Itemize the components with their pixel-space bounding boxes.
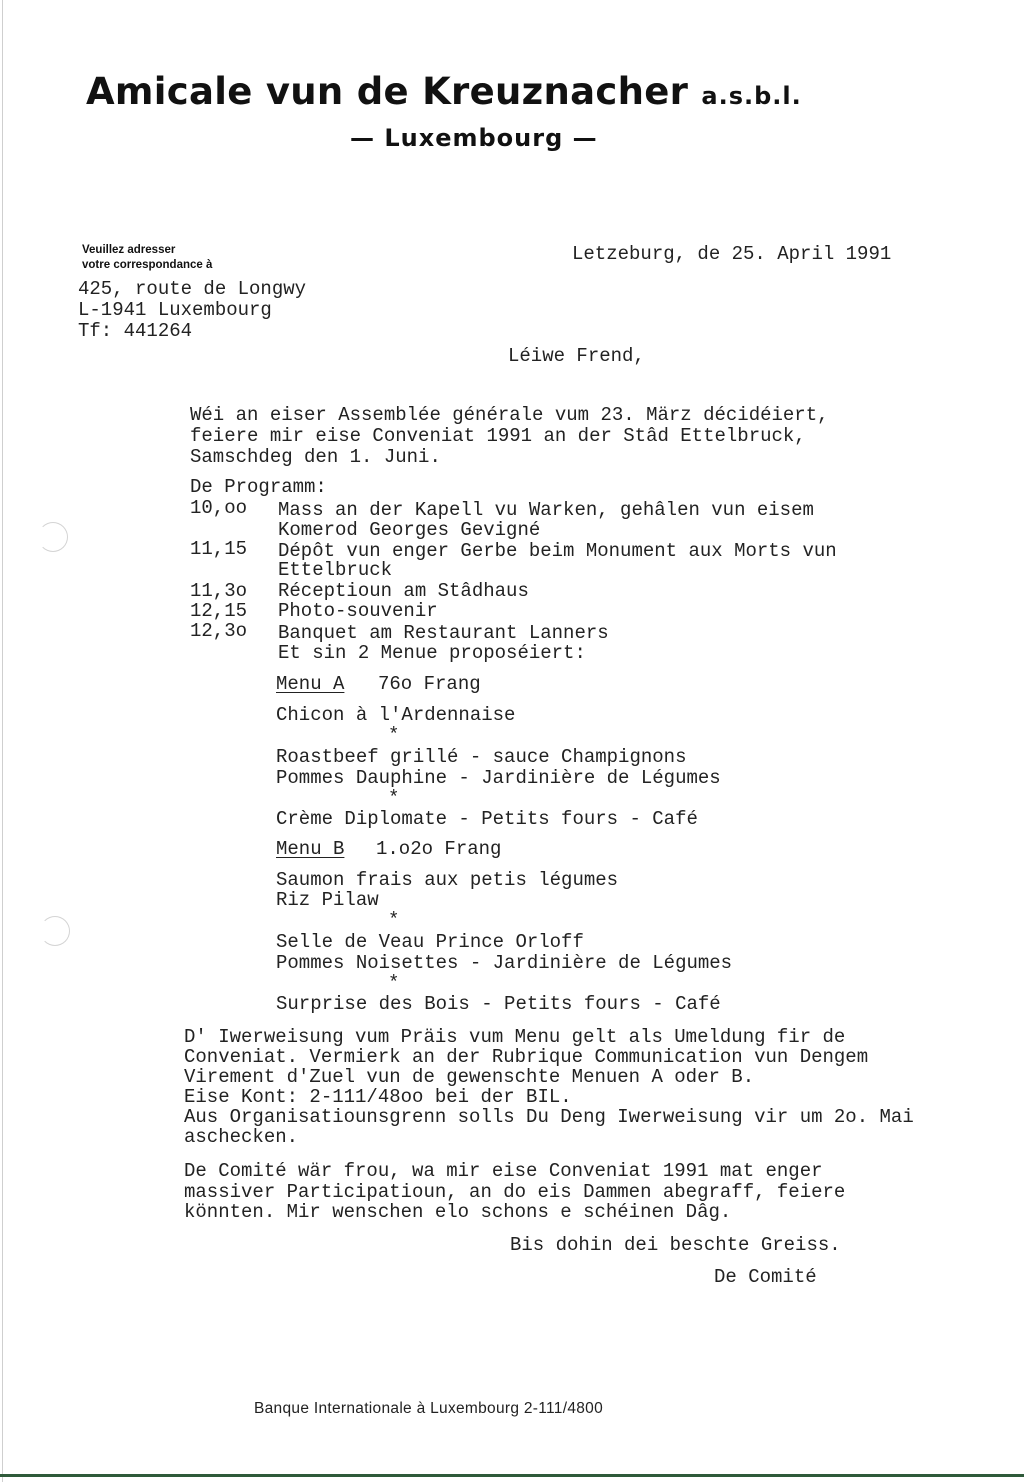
menu-course: Chicon à l'Ardennaise [276,704,516,726]
organization-name [86,70,802,113]
menu-title: Menu B [276,838,345,860]
program-time: 12,3o [190,620,248,642]
program-heading: De Programm: [190,476,327,498]
course-separator: * [388,787,400,809]
sender-phone: Tf: 441264 [78,320,193,342]
payment-line: Aus Organisatiounsgrenn solls Du Deng Iwerweisung vir um 2o. Mai [184,1106,914,1128]
date-line: Letzeburg, de 25. April 1991 [572,243,892,265]
menu-course: Pommes Noisettes - Jardinière de Légumes [276,952,733,974]
program-item-line: Dépôt vun enger Gerbe beim Monument aux Morts vun [278,540,837,562]
payment-line: aschecken. [184,1126,299,1148]
address-hint-line: Veuillez adresser [82,244,176,256]
sender-address-line: 425, route de Longwy [78,278,307,300]
menu-course: Selle de Veau Prince Orloff [276,931,584,953]
program-time: 11,15 [190,538,248,560]
bank-footer: Banque Internationale à Luxembourg 2-111/4800 [254,1400,604,1417]
program-item-line: Réceptioun am Stâdhaus [278,580,529,602]
menu-price: 76o Frang [378,673,481,695]
punch-hole-mark [38,522,68,552]
signature: De Comité [714,1266,817,1288]
menu-course: Saumon frais aux petis légumes [276,869,619,891]
course-separator: * [388,909,400,931]
menu-price: 1.o2o Frang [376,838,502,860]
payment-line: Conveniat. Vermierk an der Rubrique Communication vun Dengem [184,1046,869,1068]
program-item-line: Et sin 2 Menue proposéiert: [278,642,586,664]
program-item-line: Photo-souvenir [278,600,438,622]
program-time: 12,15 [190,600,248,622]
menu-course: Pommes Dauphine - Jardinière de Légumes [276,767,721,789]
menu-course: Surprise des Bois - Petits fours - Café [276,993,721,1015]
payment-line: Virement d'Zuel vun de gewenschte Menuen A oder B. [184,1066,755,1088]
payment-line: Eise Kont: 2-111/48oo bei der BIL. [184,1086,572,1108]
program-item-line: Mass an der Kapell vu Warken, gehâlen vun eisem [278,499,814,521]
sender-address-line: L-1941 Luxembourg [78,299,272,321]
course-separator: * [388,724,400,746]
greeting: Bis dohin dei beschte Greiss. [510,1234,841,1256]
closing-line: könnten. Mir wenschen elo schons e schéinen Dâg. [184,1201,732,1223]
intro-line: feiere mir eise Conveniat 1991 an der Stâd Ettelbruck, [190,425,806,447]
salutation: Léiwe Frend, [508,345,645,367]
menu-course: Roastbeef grillé - sauce Champignons [276,746,687,768]
punch-hole-mark [40,916,70,946]
program-time: 11,3o [190,580,248,602]
program-item-line: Komerod Georges Gevigné [278,519,541,541]
address-hint [82,243,212,273]
org-name-text: Amicale vun de Kreuznacher [86,70,689,113]
org-legal-suffix: a.s.b.l. [701,82,802,110]
bottom-border [0,1474,1024,1477]
intro-line: Wéi an eiser Assemblée générale vum 23. März décidéiert, [190,404,829,426]
organization-city: — Luxembourg — [350,124,598,152]
menu-course: Riz Pilaw [276,889,379,911]
program-time: 10,oo [190,497,248,519]
program-item-line: Ettelbruck [278,559,393,581]
page-edge [2,0,3,1482]
course-separator: * [388,972,400,994]
closing-line: massiver Participatioun, an do eis Dammen abegraff, feiere [184,1181,846,1203]
intro-line: Samschdeg den 1. Juni. [190,446,441,468]
program-item-line: Banquet am Restaurant Lanners [278,622,609,644]
address-hint-line: votre correspondance à [82,259,213,271]
payment-line: D' Iwerweisung vum Präis vum Menu gelt als Umeldung fir de [184,1026,846,1048]
menu-course: Crème Diplomate - Petits fours - Café [276,808,698,830]
closing-line: De Comité wär frou, wa mir eise Conveniat 1991 mat enger [184,1160,823,1182]
menu-title: Menu A [276,673,345,695]
